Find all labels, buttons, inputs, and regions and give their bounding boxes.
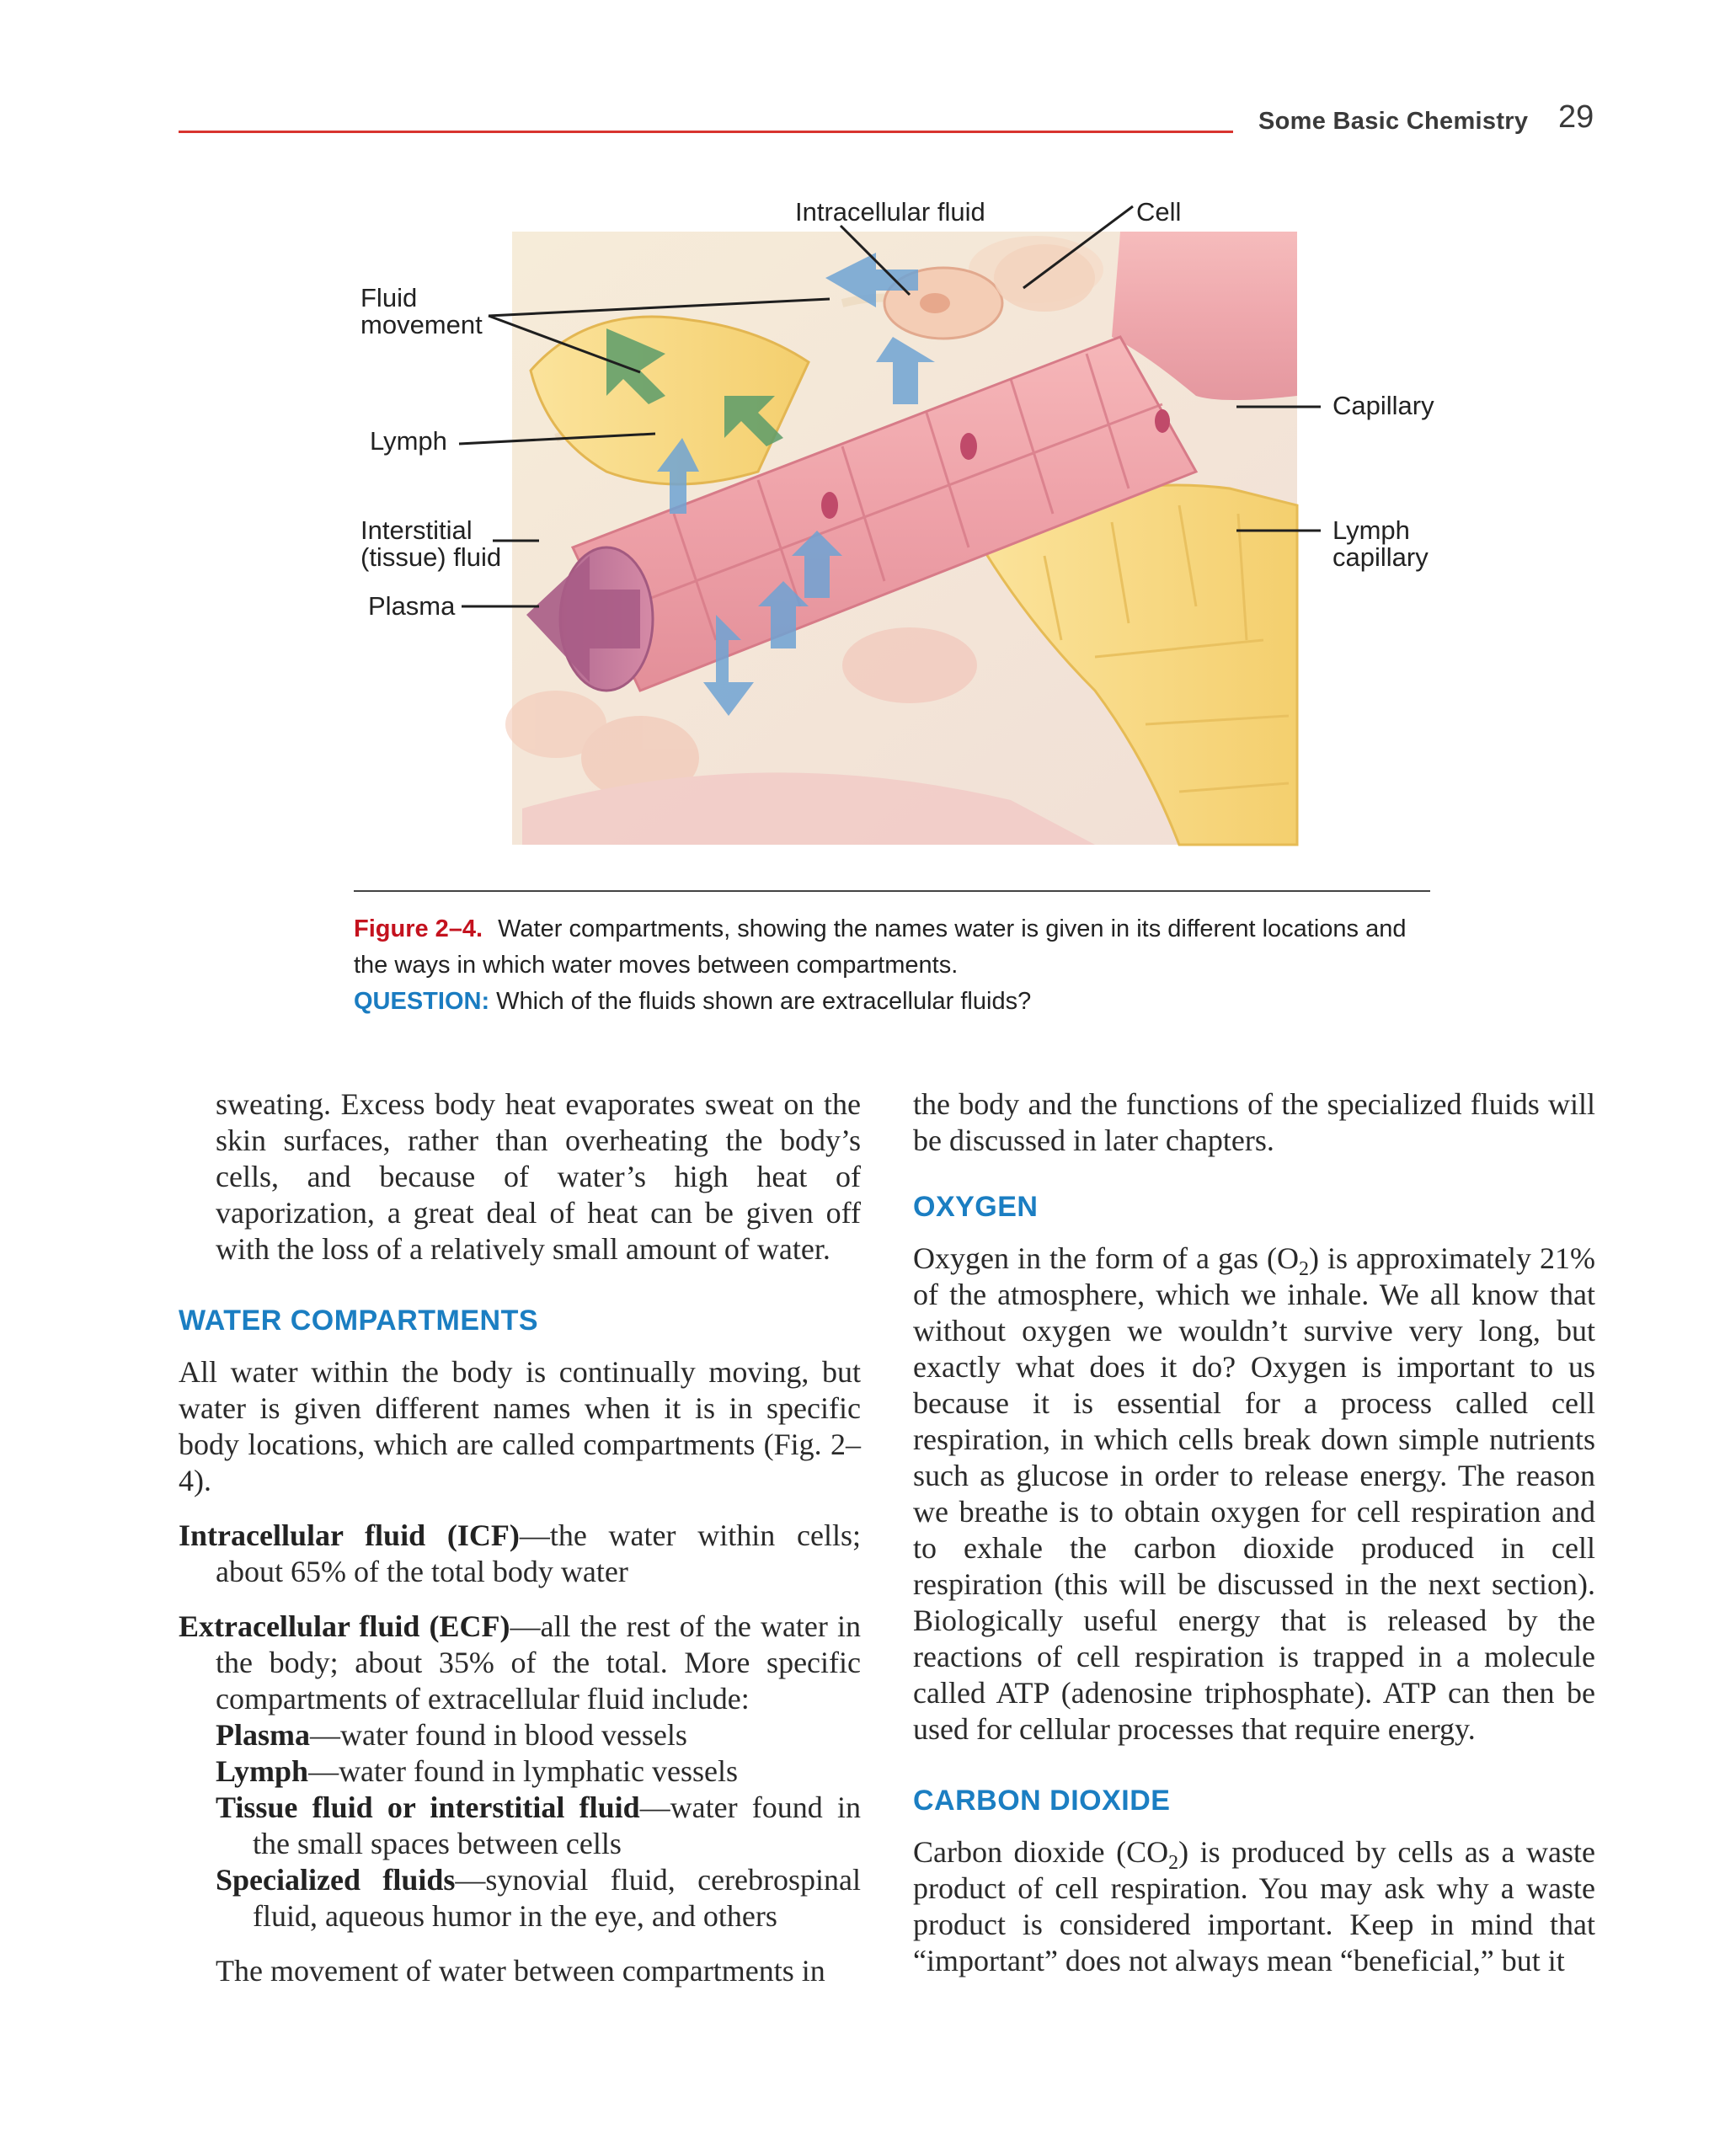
heading-water-compartments: WATER COMPARTMENTS [179,1305,539,1337]
label-intracellular-fluid: Intracellular fluid [795,197,985,227]
left-column [179,1086,861,1989]
running-header-title: Some Basic Chemistry [1258,108,1529,135]
tissue-text: —water found in the small spaces between cells [253,1790,861,1860]
right-column [913,1086,1595,1979]
lymph-text: —water found in lymphatic vessels [308,1754,738,1788]
specialized-fluids-definition [179,1862,861,1935]
plasma-text: —water found in blood vessels [310,1718,687,1752]
oxygen-subscript: 2 [1299,1258,1310,1281]
tissue-fluid-definition [179,1790,861,1862]
capillary-branch [1112,232,1297,400]
label-lymph-capillary: Lymph capillary [1332,515,1429,572]
header-rule [179,131,1233,133]
question-text: Which of the fluids shown are extracellular fluids? [496,988,1032,1015]
background-cells [505,236,1103,845]
intro-paragraph: sweating. Excess body heat evaporates sweat on the skin surfaces, rather than overheating the body’s cells, and because of water’s high heat of vaporization, a great deal of heat can be given off with the loss of a relatively small amount of water. [216,1087,861,1266]
icf-definition [179,1518,861,1590]
lymph-capillary-shape [977,485,1297,845]
figure-caption [354,911,1440,1020]
icf-text: —the water within cells; about 65% of the total body water [216,1518,861,1588]
lymph-term: Lymph [216,1754,309,1788]
page-number: 29 [1558,99,1594,135]
plasma-arrow [526,556,640,682]
oxygen-text-start: Oxygen in the form of a gas (O [913,1241,1300,1275]
oxygen-paragraph [913,1241,1595,1748]
tissue-term: Tissue fluid or interstitial fluid [216,1790,640,1824]
label-interstitial-fluid: Interstitial (tissue) fluid [360,515,502,572]
fluid-movement-arrows [657,253,935,716]
co2-subscript: 2 [1168,1852,1179,1875]
label-lymph: Lymph [370,426,447,456]
lymph-definition [179,1753,861,1790]
figure-caption-text: Water compartments, showing the names water is given in its different locations and the ways in which water moves between compartments. [354,915,1407,979]
ecf-term: Extracellular fluid (ECF) [179,1609,510,1643]
continuation-paragraph: the body and the functions of the specialized fluids will be discussed in later chapters. [913,1087,1595,1157]
plasma-term: Plasma [216,1718,310,1752]
lymph-vessel-upper [531,317,809,484]
water-paragraph: All water within the body is continually moving, but water is given different names when it is in specific body locations, which are called compartments (Fig. 2–4). [179,1355,861,1497]
illustration-background [512,232,1297,845]
plasma-definition [179,1717,861,1753]
cell-illustration [884,244,1095,339]
specialized-term: Specialized fluids [216,1863,456,1897]
label-plasma: Plasma [368,591,456,621]
figure-caption-rule [354,890,1430,892]
leader-lines [459,206,1321,606]
green-flow-arrows [606,328,783,446]
co2-text-start: Carbon dioxide (CO [913,1835,1169,1869]
specialized-text: —synovial fluid, cerebrospinal fluid, aqueous humor in the eye, and others [253,1863,861,1933]
label-fluid-movement: Fluid movement [360,283,483,339]
ecf-definition [179,1609,861,1717]
co2-paragraph [913,1834,1595,1979]
oxygen-text-rest: ) is approximately 21% of the atmosphere, which we inhale. We all know that without oxygen we wouldn’t survive very long, but exactly what does it do? Oxygen is important to us because it is essential for a process called cell respiration, in which cells break down simple nutrients such as glucose in order to release energy. The reason we breathe is to obtain oxygen for cell respiration and to exhale the carbon dioxide produced in cell respiration (this will be discussed in the next section). Biologically useful energy that is released by the reactions of cell respiration is trapped in a molecule called ATP (adenosine triphosphate). ATP can then be used for cellular processes that require energy. [913,1241,1595,1746]
label-capillary: Capillary [1332,391,1434,420]
label-cell: Cell [1136,197,1182,227]
figure-2-4 [0,0,1725,1036]
heading-oxygen: OXYGEN [913,1191,1039,1223]
water-compartments-illustration [0,0,1725,1036]
ecf-text: —all the rest of the water in the body; about 35% of the total. More specific compartments of extracellular fluid include: [216,1609,861,1716]
co2-text-rest: ) is produced by cells as a waste product of cell respiration. You may ask why a waste product is considered important. Keep in mind that “important” does not always mean “beneficial,” but it [913,1835,1595,1977]
plasma-opening [560,547,653,691]
heading-carbon-dioxide: CARBON DIOXIDE [913,1785,1171,1817]
question-label: QUESTION: [354,988,490,1015]
icf-term: Intracellular fluid (ICF) [179,1518,520,1552]
capillary-tube [573,337,1196,691]
movement-paragraph: The movement of water between compartments in [216,1954,825,1988]
figure-number: Figure 2–4. [354,915,483,942]
